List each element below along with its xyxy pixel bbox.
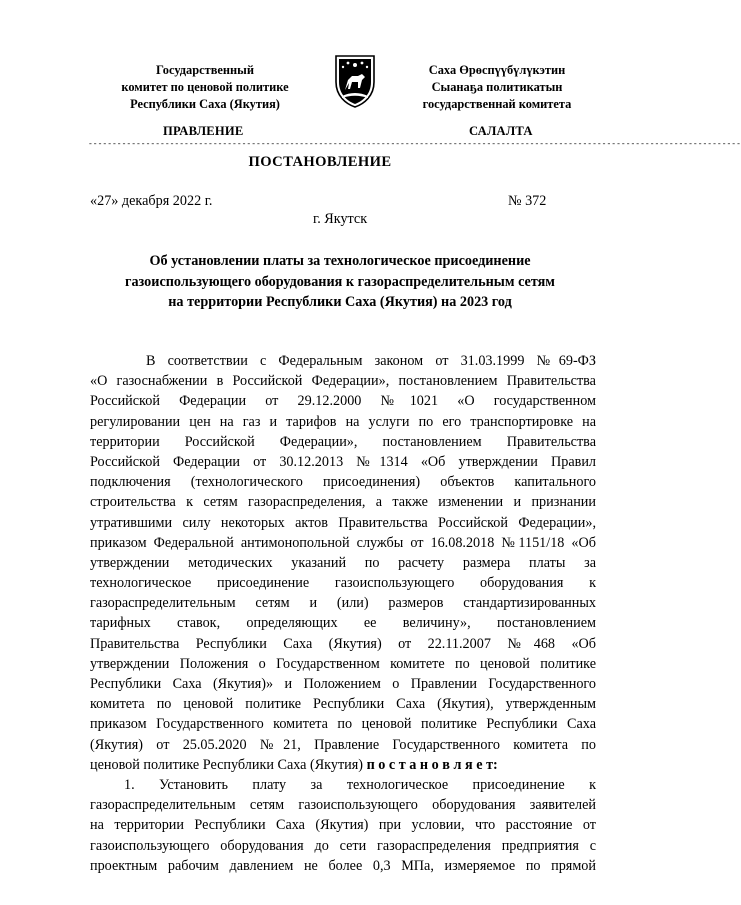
body-line-resolves (90, 755, 596, 775)
board-label-yakut: САЛАЛТА (469, 124, 533, 138)
org-name-line: комитет по ценовой политике (121, 79, 289, 94)
body-line: В соответствии с Федеральным законом от 31.03.1999 №69-ФЗ (146, 353, 596, 369)
board-label-russian: ПРАВЛЕНИЕ (163, 124, 244, 138)
body-line: регулировании цен на газ и тарифов на услуги по его транспортировке на (90, 413, 596, 430)
body-line: Российской Федерации от 29.12.2000 №1021 «О государственном (90, 393, 596, 410)
org-name-line: Саха Өрөспүүбүлүкэтин (428, 63, 566, 77)
document-number: № 372 (508, 193, 547, 209)
document-city: г. Якутск (313, 211, 368, 227)
body-line: утратившими силу некоторых актов Правительства Российской Федерации», (90, 514, 596, 531)
subject-line: на территории Республики Саха (Якутия) на 2023 год (168, 294, 512, 311)
divider: ---------------------------------------------------------------------------------------------------------------------------------------- (88, 140, 741, 149)
body-line: технологическое присоединение газоиспользующего оборудования к (90, 575, 596, 592)
body-line: строительства к сетям газораспределения, а также изменении и признании (90, 494, 596, 511)
item-line: на территории Республики Саха (Якутия) при условии, что расстояние от (90, 817, 596, 834)
body-line: Российской Федерации от 30.12.2013 №1314 «Об утверждении Правил (90, 453, 596, 470)
subject-line: Об установлении платы за технологическое присоединение (149, 253, 531, 269)
body-line: газораспределительным сетям и (или) размеров стандартизированных (90, 595, 596, 612)
body-line: подключения (технологического присоединения) объектов капитального (90, 474, 596, 491)
document-subject (90, 251, 590, 313)
body-line-text: ценовой политике Республики Саха (Якутия) (90, 756, 364, 773)
org-name-line: Республики Саха (Якутия) (130, 96, 280, 111)
org-name-yakut (382, 62, 612, 112)
org-name-line: Государственный (156, 63, 254, 77)
body-line: приказом Государственного комитета по ценовой политике Республики Саха (90, 716, 596, 733)
document-title: ПОСТАНОВЛЕНИЕ (248, 154, 392, 170)
body-line: (Якутия) от 25.05.2020 №21, Правление Государственного комитета по (90, 736, 596, 753)
body-line: утверждении методических указаний по расчету размера платы за (90, 554, 596, 571)
body-line: утверждении Положения о Государственном комитете по ценовой политике (90, 655, 596, 672)
body-line: «О газоснабжении в Российской Федерации», постановлением Правительства (90, 373, 596, 390)
document-date: «27» декабря 2022 г. (90, 193, 213, 209)
body-line: территории Российской Федерации», постановлением Правительства (90, 433, 596, 450)
org-name-russian (90, 62, 320, 112)
yakutia-coat-of-arms-icon (332, 52, 378, 108)
body-line: комитета по ценовой политике Республики Саха (Якутия), утвержденным (90, 696, 596, 713)
body-line: Правительства Республики Саха (Якутия) от 22.11.2007 №468 «Об (90, 635, 596, 652)
document-body (90, 351, 596, 876)
item-line: 1. Установить плату за технологическое присоединение к (124, 776, 596, 793)
item-line: газораспределительным сетям газоиспользующего оборудования заявителей (90, 797, 596, 814)
body-line: приказом Федеральной антимонопольной службы от 16.08.2018 №1151/18 «Об (90, 534, 596, 551)
item-line: проектным рабочим давлением не более 0,3 МПа, измеряемое по прямой (90, 857, 596, 874)
resolves-phrase: п о с т а н о в л я е т: (366, 756, 498, 773)
body-line: Республики Саха (Якутия)» и Положением о Правлении Государственного (90, 676, 596, 692)
org-name-line: государственнай комитета (422, 96, 572, 111)
org-name-line: Сыанаҕа политикатын (431, 79, 563, 94)
subject-line: газоиспользующего оборудования к газораспределительным сетям (125, 273, 555, 290)
item-line: газоиспользующего оборудования до сети газораспределения предприятия с (90, 837, 596, 854)
body-line: тарифных ставок, определяющих ее величину», постановлением (90, 615, 596, 632)
